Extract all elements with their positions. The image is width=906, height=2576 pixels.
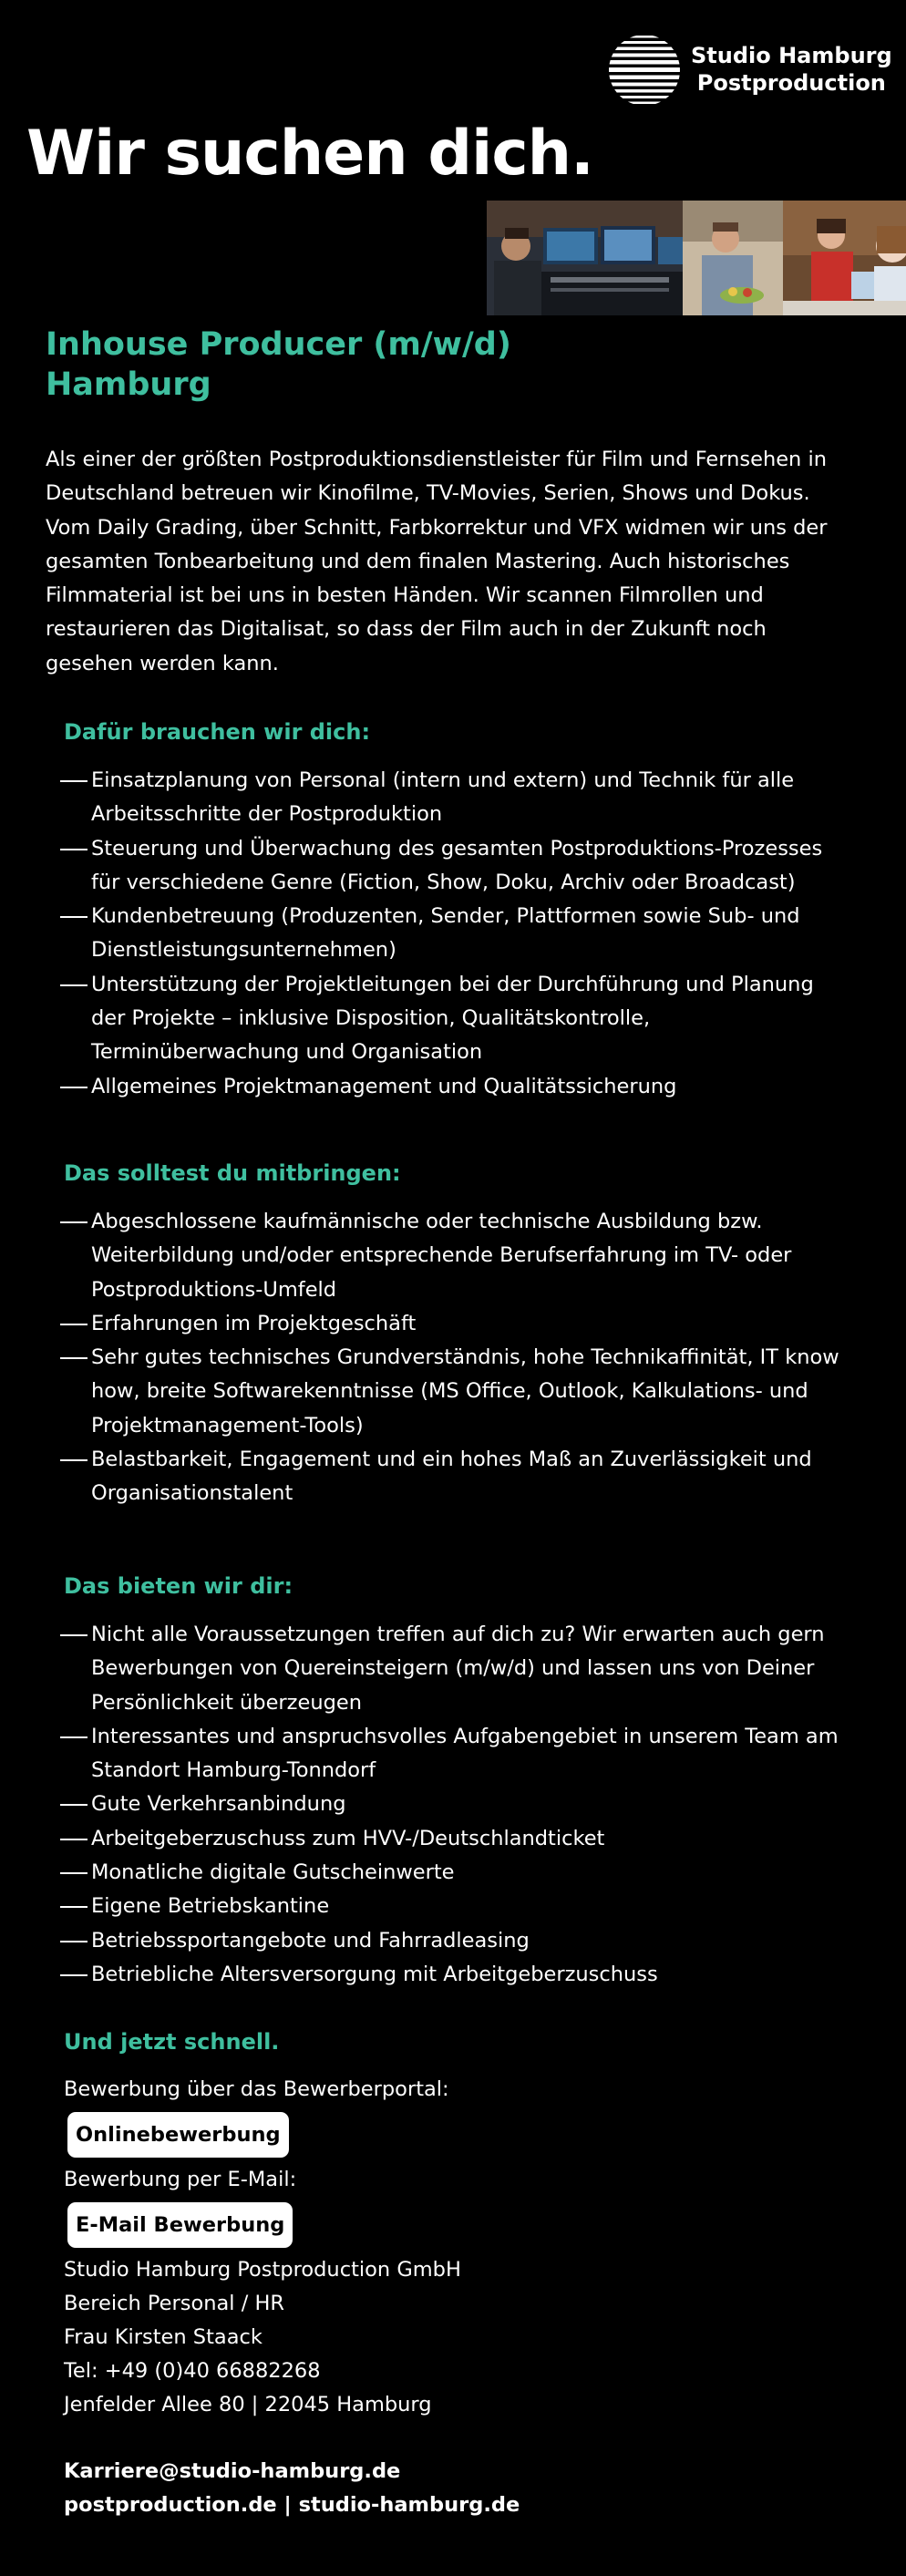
list-item <box>60 1618 853 1720</box>
team-photo <box>487 201 906 315</box>
list-item <box>60 1341 853 1443</box>
dash-icon <box>60 1324 88 1325</box>
email-label: Bewerbung per E-Mail: <box>64 2168 297 2191</box>
online-application-button[interactable]: Onlinebewerbung <box>67 2112 289 2158</box>
list-item-text: Einsatzplanung von Personal (intern und extern) und Technik für alle Arbeitsschritte der Postproduktion <box>91 768 795 827</box>
list-item <box>60 1720 853 1788</box>
studio-hamburg-logo <box>607 33 892 108</box>
list-item <box>60 764 853 832</box>
email-application-button[interactable]: E-Mail Bewerbung <box>67 2202 293 2248</box>
list-item <box>60 832 853 901</box>
list-item-text: Eigene Betriebskantine <box>91 1894 330 1919</box>
list-item <box>60 1822 853 1856</box>
logo-line-1: Studio Hamburg <box>691 43 892 68</box>
list-item <box>60 900 853 968</box>
offers-list <box>60 1618 853 1992</box>
list-item-text: Interessantes und anspruchsvolles Aufgabengebiet in unserem Team am Standort Hamburg-Tonndorf <box>91 1724 839 1783</box>
list-item-text: Erfahrungen im Projektgeschäft <box>91 1311 417 1335</box>
dash-icon <box>60 1634 88 1636</box>
list-item <box>60 1788 853 1821</box>
dash-icon <box>60 916 88 918</box>
dash-icon <box>60 1974 88 1976</box>
list-item-text: Kundenbetreuung (Produzenten, Sender, Plattformen sowie Sub- und Dienstleistungsunternehmen) <box>91 904 800 963</box>
dash-icon <box>60 849 88 850</box>
apply-heading: Und jetzt schnell. <box>64 2029 280 2055</box>
list-item-text: Monatliche digitale Gutscheinwerte <box>91 1860 455 1885</box>
website-links[interactable]: postproduction.de | studio-hamburg.de <box>64 2493 520 2517</box>
dash-icon <box>60 984 88 986</box>
company-name: Studio Hamburg Postproduction GmbH <box>64 2258 461 2282</box>
list-item-text: Arbeitgeberzuschuss zum HVV-/Deutschlandticket <box>91 1826 605 1850</box>
list-item-text: Belastbarkeit, Engagement und ein hohes Maß an Zuverlässigkeit und Organisationstalent <box>91 1448 812 1506</box>
list-item-text: Betriebliche Altersversorgung mit Arbeitgeberzuschuss <box>91 1962 658 1986</box>
logo-line-2: Postproduction <box>696 70 886 96</box>
list-item <box>60 968 853 1070</box>
list-item <box>60 1443 853 1511</box>
list-item <box>60 1958 853 1992</box>
list-item <box>60 1890 853 1923</box>
dash-icon <box>60 1087 88 1088</box>
job-position: Inhouse Producer (m/w/d) <box>46 326 511 363</box>
dash-icon <box>60 780 88 782</box>
intro-text: Als einer der größten Postproduktionsdienstleister für Film und Fernsehen in Deutschland betreuen wir Kinofilme, TV-Movies, Serien, Shows und Dokus. Vom Daily Grading, über Schnitt, Farbkorrektur und VFX widmen wir uns der gesamten Tonbearbeitung und dem finalen Mastering. Auch historisches Filmmaterial ist bei uns in besten Händen. Wir scannen Filmrollen und restaurieren das Digitalisat, so dass der Film auch in der Zukunft noch gesehen werden kann. <box>46 448 828 675</box>
headline: Wir suchen dich. <box>26 118 593 190</box>
job-title <box>46 325 511 405</box>
list-item <box>60 1307 853 1341</box>
team-photo-illustration <box>487 201 906 315</box>
dash-icon <box>60 1804 88 1806</box>
list-item <box>60 1924 853 1958</box>
address: Jenfelder Allee 80 | 22045 Hamburg <box>64 2393 432 2416</box>
job-location: Hamburg <box>46 366 211 403</box>
list-item <box>60 1070 853 1104</box>
requirements-heading: Das solltest du mitbringen: <box>64 1160 401 1186</box>
list-item-text: Allgemeines Projektmanagement und Qualitätssicherung <box>91 1074 677 1098</box>
requirements-list <box>60 1205 853 1511</box>
phone-number: Tel: +49 (0)40 66882268 <box>64 2359 321 2383</box>
dash-icon <box>60 1357 88 1359</box>
dash-icon <box>60 1906 88 1908</box>
list-item-text: Abgeschlossene kaufmännische oder technische Ausbildung bzw. Weiterbildung und/oder entsprechende Berufserfahrung im TV- oder Postproduktions-Umfeld <box>91 1210 792 1302</box>
list-item-text: Nicht alle Voraussetzungen treffen auf dich zu? Wir erwarten auch gern Bewerbungen von Quereinsteigern (m/w/d) und lassen uns von Deiner Persönlichkeit überzeugen <box>91 1623 825 1715</box>
dash-icon <box>60 1459 88 1461</box>
portal-label: Bewerbung über das Bewerberportal: <box>64 2077 449 2101</box>
list-item-text: Steuerung und Überwachung des gesamten Postproduktions-Prozesses für verschiedene Genre (Fiction, Show, Doku, Archiv oder Broadcast) <box>91 836 823 894</box>
dash-icon <box>60 1941 88 1942</box>
dash-icon <box>60 1221 88 1223</box>
list-item <box>60 1205 853 1307</box>
email-link[interactable]: Karriere@studio-hamburg.de <box>64 2459 401 2483</box>
list-item-text: Unterstützung der Projektleitungen bei der Durchführung und Planung der Projekte – inklusive Disposition, Qualitätskontrolle, Terminüberwachung und Organisation <box>91 972 814 1065</box>
dash-icon <box>60 1839 88 1840</box>
list-item <box>60 1856 853 1890</box>
dash-icon <box>60 1736 88 1738</box>
tasks-list <box>60 764 853 1104</box>
apply-block <box>64 2073 520 2522</box>
tasks-heading: Dafür brauchen wir dich: <box>64 719 371 745</box>
list-item-text: Betriebssportangebote und Fahrradleasing <box>91 1928 530 1953</box>
list-item-text: Sehr gutes technisches Grundverständnis, hohe Technikaffinität, IT know how, breite Softwarekenntnisse (MS Office, Outlook, Kalkulations- und Projektmanagement-Tools) <box>91 1345 839 1437</box>
dash-icon <box>60 1872 88 1874</box>
logo-mark-icon <box>607 33 682 108</box>
offers-heading: Das bieten wir dir: <box>64 1573 293 1599</box>
list-item-text: Gute Verkehrsanbindung <box>91 1792 346 1817</box>
contact-person: Frau Kirsten Staack <box>64 2325 263 2349</box>
department: Bereich Personal / HR <box>64 2292 284 2315</box>
